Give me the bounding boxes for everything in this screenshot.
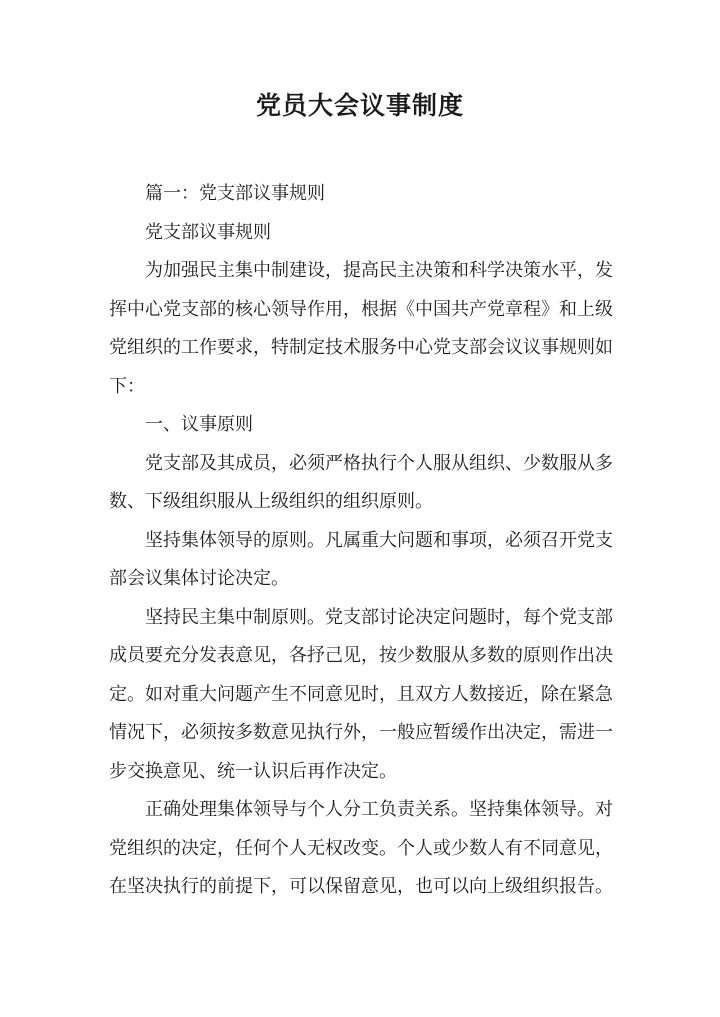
body-paragraph: 坚持集体领导的原则。凡属重大问题和事项，必须召开党支部会议集体讨论决定。 <box>109 529 613 589</box>
section-heading: 篇一：党支部议事规则 <box>145 183 325 204</box>
body-paragraph: 坚持民主集中制原则。党支部讨论决定问题时，每个党支部成员要充分发表意见，各抒己见，按少数服从多数的原则作出决定。如对重大问题产生不同意见时，且双方人数接近，除在紧急情况下，必须按多数意见执行外，一般应暂缓作出决定，需进一步交换意见、统一认识后再作决定。 <box>109 606 613 782</box>
body-paragraph: 为加强民主集中制建设，提高民主决策和科学决策水平，发挥中心党支部的核心领导作用，根据《中国共产党章程》和上级党组织的工作要求，特制定技术服务中心党支部会议议事规则如下： <box>109 260 613 397</box>
document-body <box>109 175 613 907</box>
document-title: 党员大会议事制度 <box>255 91 464 120</box>
subsection-heading: 党支部议事规则 <box>145 221 271 243</box>
body-paragraph: 正确处理集体领导与个人分工负责关系。坚持集体领导。对党组织的决定，任何个人无权改变。个人或少数人有不同意见，在坚决执行的前提下，可以保留意见，也可以向上级组织报告。 <box>109 799 613 897</box>
body-paragraph: 党支部及其成员，必须严格执行个人服从组织、少数服从多数、下级组织服从上级组织的组织原则。 <box>109 452 613 512</box>
section-heading: 一、议事原则 <box>145 414 253 435</box>
